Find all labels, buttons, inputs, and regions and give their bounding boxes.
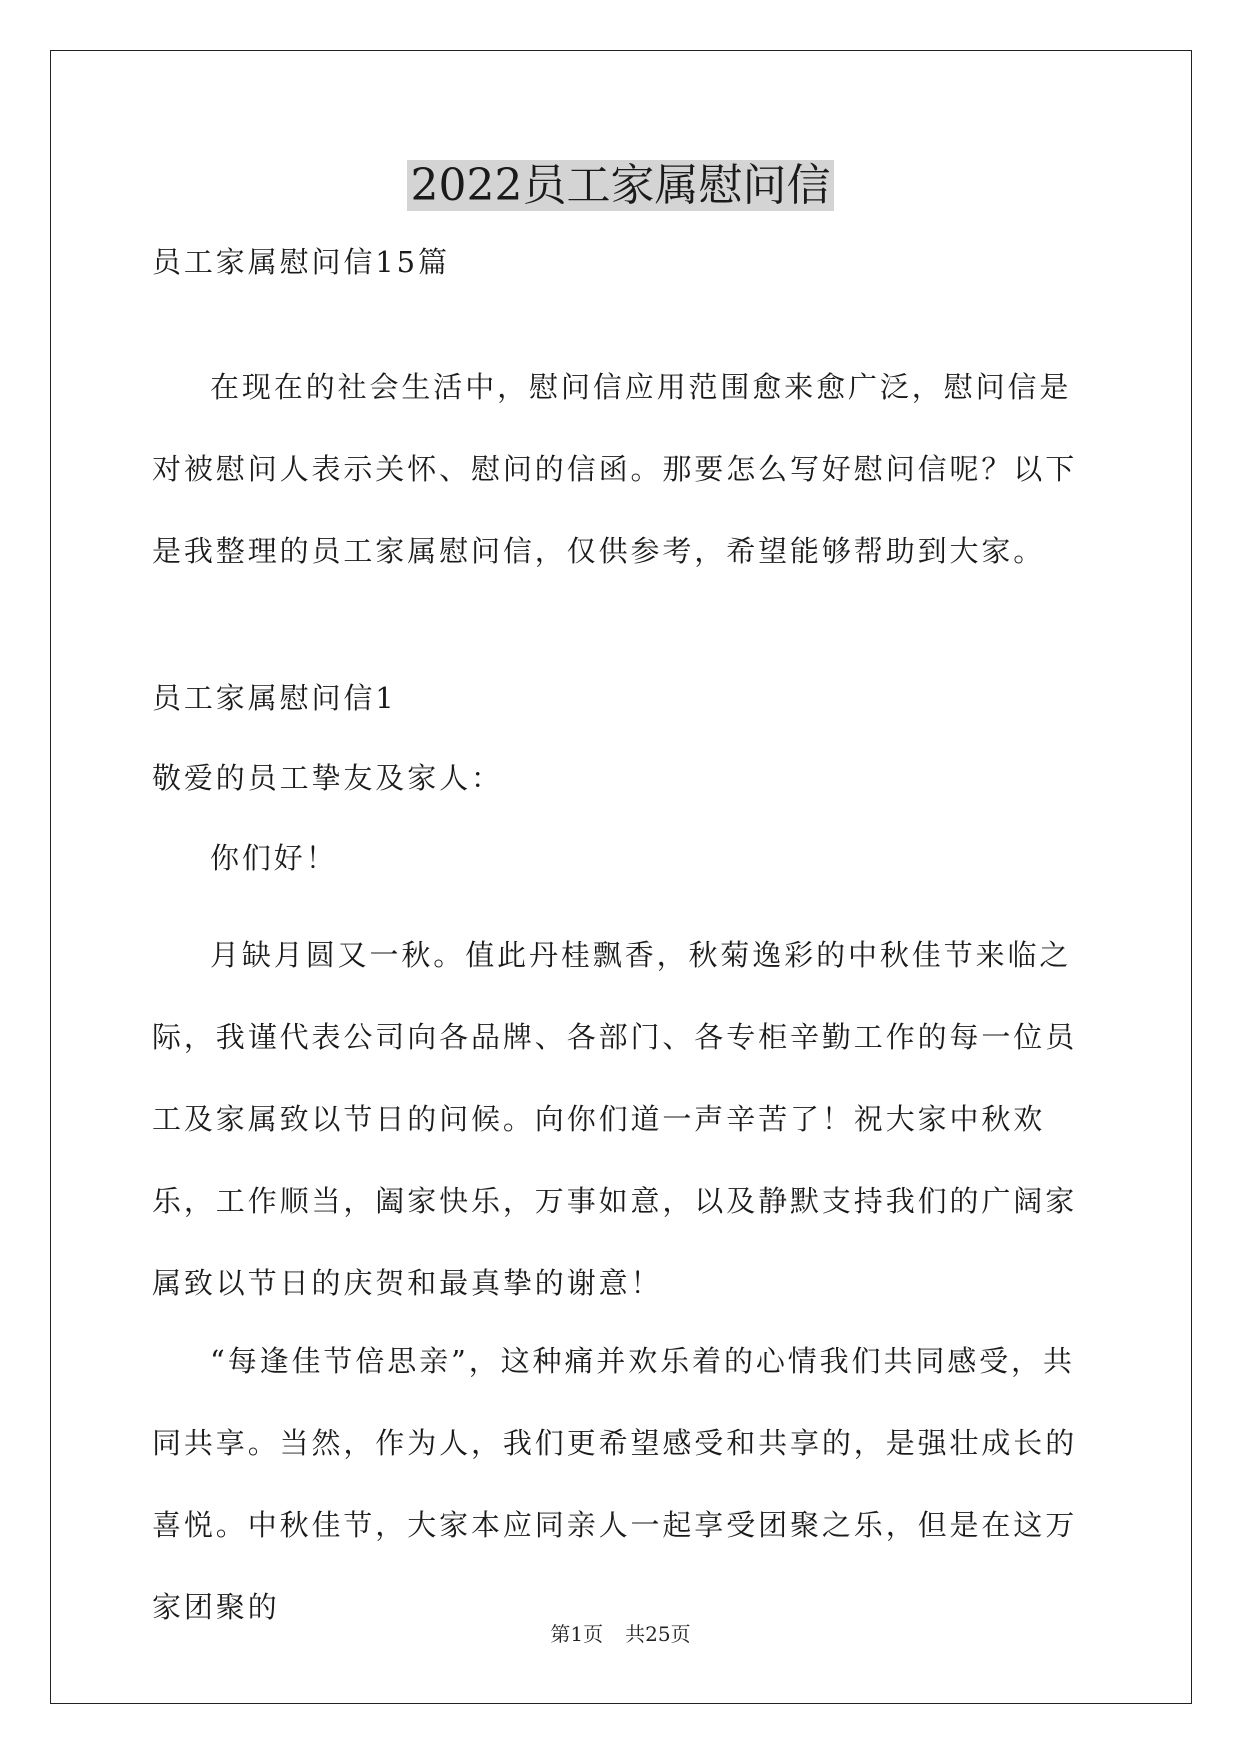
- intro-paragraph: 在现在的社会生活中，慰问信应用范围愈来愈广泛，慰问信是对被慰问人表示关怀、慰问的信函。那要怎么写好慰问信呢？以下是我整理的员工家属慰问信，仅供参考，希望能够帮助到大家。: [152, 370, 1078, 568]
- page-number: 第1页: [550, 1622, 604, 1646]
- letter-salutation: 敬爱的员工挚友及家人：: [152, 761, 503, 795]
- document-title: [0, 158, 1241, 214]
- section-heading: 员工家属慰问信1: [152, 681, 397, 715]
- page-footer: [0, 1620, 1241, 1648]
- letter-greeting: 你们好！: [210, 841, 338, 875]
- document-title-text: 2022员工家属慰问信: [407, 160, 835, 211]
- body-paragraph: 月缺月圆又一秋。值此丹桂飘香，秋菊逸彩的中秋佳节来临之际，我谨代表公司向各品牌、各部门、各专柜辛勤工作的每一位员工及家属致以节日的问候。向你们道一声辛苦了！祝大家中秋欢乐，工作顺当，阖家快乐，万事如意，以及静默支持我们的广阔家属致以节日的庆贺和最真挚的谢意！: [152, 938, 1078, 1300]
- page-total: 共25页: [625, 1622, 691, 1646]
- body-paragraph: “每逢佳节倍思亲”，这种痛并欢乐着的心情我们共同感受，共同共享。当然，作为人，我们更希望感受和共享的，是强壮成长的喜悦。中秋佳节，大家本应同亲人一起享受团聚之乐，但是在这万家团聚的: [152, 1344, 1078, 1624]
- document-subtitle: 员工家属慰问信15篇: [152, 245, 450, 279]
